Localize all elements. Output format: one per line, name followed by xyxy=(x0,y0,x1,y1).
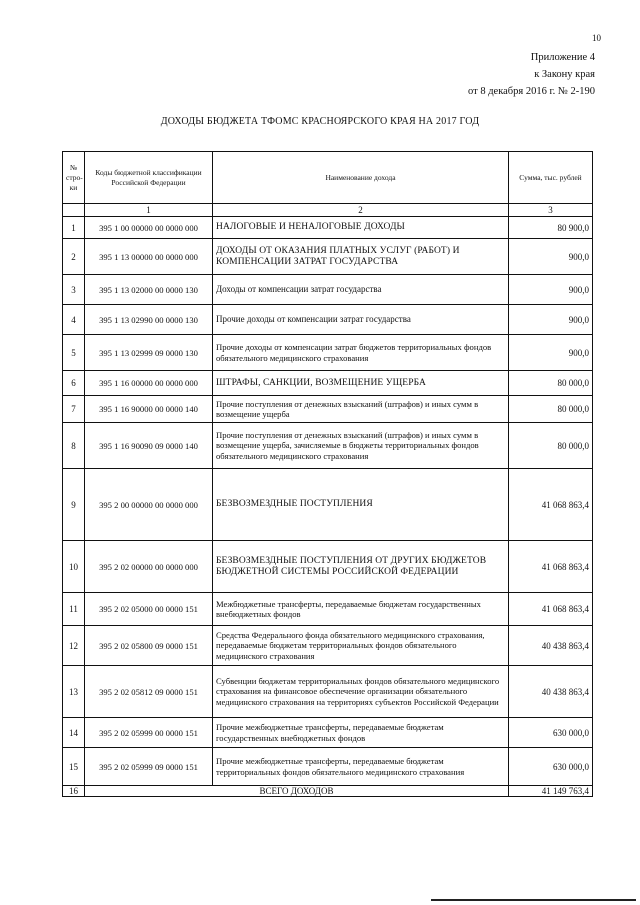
table-body xyxy=(63,217,593,786)
income-name: Субвенции бюджетам территориальных фондов обязательного медицинского страхования на финансовое обеспечение организации обязательного медицинского страхования на территориях субъектов Российской Федерации xyxy=(213,666,509,718)
amount: 41 068 863,4 xyxy=(509,541,593,593)
income-name: БЕЗВОЗМЕЗДНЫЕ ПОСТУПЛЕНИЯ xyxy=(213,469,509,541)
income-name: Прочие поступления от денежных взысканий (штрафов) и иных сумм в возмещение ущерба xyxy=(213,396,509,423)
row-number: 14 xyxy=(63,718,85,748)
amount: 900,0 xyxy=(509,275,593,305)
table-row xyxy=(63,718,593,748)
amount: 900,0 xyxy=(509,305,593,335)
table-row xyxy=(63,593,593,626)
budget-code: 395 1 13 02999 09 0000 130 xyxy=(85,335,213,371)
budget-code: 395 1 13 02990 00 0000 130 xyxy=(85,305,213,335)
amount: 900,0 xyxy=(509,335,593,371)
table-row xyxy=(63,217,593,239)
row-number: 6 xyxy=(63,371,85,396)
total-row xyxy=(63,786,593,797)
row-number: 15 xyxy=(63,748,85,786)
scan-edge-mark xyxy=(431,899,636,901)
budget-code: 395 2 02 05999 09 0000 151 xyxy=(85,748,213,786)
row-number: 11 xyxy=(63,593,85,626)
income-name: Прочие межбюджетные трансферты, передаваемые бюджетам государственных внебюджетных фондов xyxy=(213,718,509,748)
amount: 80 900,0 xyxy=(509,217,593,239)
budget-code: 395 1 13 00000 00 0000 000 xyxy=(85,239,213,275)
amount: 80 000,0 xyxy=(509,423,593,469)
amount: 80 000,0 xyxy=(509,396,593,423)
budget-code: 395 2 02 05999 00 0000 151 xyxy=(85,718,213,748)
amount: 630 000,0 xyxy=(509,748,593,786)
table-row xyxy=(63,275,593,305)
income-name: Межбюджетные трансферты, передаваемые бюджетам государственных внебюджетных фондов xyxy=(213,593,509,626)
income-name: ШТРАФЫ, САНКЦИИ, ВОЗМЕЩЕНИЕ УЩЕРБА xyxy=(213,371,509,396)
row-number: 3 xyxy=(63,275,85,305)
income-name: Прочие поступления от денежных взысканий (штрафов) и иных сумм в возмещение ущерба, зачисляемые в бюджеты территориальных фондов обязательного медицинского страхования xyxy=(213,423,509,469)
budget-code: 395 2 02 00000 00 0000 000 xyxy=(85,541,213,593)
budget-code: 395 2 02 05000 00 0000 151 xyxy=(85,593,213,626)
table-row xyxy=(63,541,593,593)
income-name: БЕЗВОЗМЕЗДНЫЕ ПОСТУПЛЕНИЯ ОТ ДРУГИХ БЮДЖЕТОВ БЮДЖЕТНОЙ СИСТЕМЫ РОССИЙСКОЙ ФЕДЕРАЦИИ xyxy=(213,541,509,593)
table-row xyxy=(63,335,593,371)
table-row xyxy=(63,396,593,423)
revenue-table xyxy=(62,151,593,797)
amount: 41 068 863,4 xyxy=(509,593,593,626)
appendix-line-3: от 8 декабря 2016 г. № 2-190 xyxy=(468,86,595,97)
table-row xyxy=(63,469,593,541)
budget-code: 395 1 13 02000 00 0000 130 xyxy=(85,275,213,305)
amount: 80 000,0 xyxy=(509,371,593,396)
amount: 40 438 863,4 xyxy=(509,626,593,666)
appendix-note xyxy=(468,49,595,100)
budget-code: 395 1 16 00000 00 0000 000 xyxy=(85,371,213,396)
table-row xyxy=(63,626,593,666)
income-name: Доходы от компенсации затрат государства xyxy=(213,275,509,305)
header-budget-code: Коды бюджетной классификации Российской Федерации xyxy=(85,152,213,204)
table-row xyxy=(63,305,593,335)
column-number-3: 3 xyxy=(509,204,593,217)
budget-code: 395 2 00 00000 00 0000 000 xyxy=(85,469,213,541)
appendix-line-2: к Закону края xyxy=(534,69,595,80)
row-number: 12 xyxy=(63,626,85,666)
row-number: 9 xyxy=(63,469,85,541)
table-row xyxy=(63,239,593,275)
table-row xyxy=(63,666,593,718)
income-name: Прочие межбюджетные трансферты, передаваемые бюджетам территориальных фондов обязательного медицинского страхования xyxy=(213,748,509,786)
header-row-number: № стро-ки xyxy=(63,152,85,204)
budget-code: 395 1 16 90090 09 0000 140 xyxy=(85,423,213,469)
amount: 41 068 863,4 xyxy=(509,469,593,541)
total-label: ВСЕГО ДОХОДОВ xyxy=(85,786,509,797)
header-income-name: Наименование дохода xyxy=(213,152,509,204)
budget-code: 395 2 02 05800 09 0000 151 xyxy=(85,626,213,666)
row-number: 13 xyxy=(63,666,85,718)
income-name: Прочие доходы от компенсации затрат бюджетов территориальных фондов обязательного медицинского страхования xyxy=(213,335,509,371)
amount: 630 000,0 xyxy=(509,718,593,748)
income-name: Средства Федерального фонда обязательного медицинского страхования, передаваемые бюджетам территориальных фондов обязательного медицинского страхования xyxy=(213,626,509,666)
total-row-number: 16 xyxy=(63,786,85,797)
header-amount: Сумма, тыс. рублей xyxy=(509,152,593,204)
page-number: 10 xyxy=(592,33,601,43)
row-number: 8 xyxy=(63,423,85,469)
row-number: 5 xyxy=(63,335,85,371)
row-number: 4 xyxy=(63,305,85,335)
appendix-line-1: Приложение 4 xyxy=(530,52,595,63)
budget-code: 395 1 00 00000 00 0000 000 xyxy=(85,217,213,239)
column-number-1: 1 xyxy=(85,204,213,217)
row-number: 7 xyxy=(63,396,85,423)
total-amount: 41 149 763,4 xyxy=(509,786,593,797)
document-title: ДОХОДЫ БЮДЖЕТА ТФОМС КРАСНОЯРСКОГО КРАЯ НА 2017 ГОД xyxy=(160,116,480,127)
table-row xyxy=(63,423,593,469)
income-name: Прочие доходы от компенсации затрат государства xyxy=(213,305,509,335)
row-number: 10 xyxy=(63,541,85,593)
budget-code: 395 2 02 05812 09 0000 151 xyxy=(85,666,213,718)
amount: 40 438 863,4 xyxy=(509,666,593,718)
table-row xyxy=(63,748,593,786)
income-name: НАЛОГОВЫЕ И НЕНАЛОГОВЫЕ ДОХОДЫ xyxy=(213,217,509,239)
table-row xyxy=(63,371,593,396)
row-number: 1 xyxy=(63,217,85,239)
income-name: ДОХОДЫ ОТ ОКАЗАНИЯ ПЛАТНЫХ УСЛУГ (РАБОТ) И КОМПЕНСАЦИИ ЗАТРАТ ГОСУДАРСТВА xyxy=(213,239,509,275)
budget-code: 395 1 16 90000 00 0000 140 xyxy=(85,396,213,423)
header-blank xyxy=(63,204,85,217)
column-number-2: 2 xyxy=(213,204,509,217)
amount: 900,0 xyxy=(509,239,593,275)
row-number: 2 xyxy=(63,239,85,275)
